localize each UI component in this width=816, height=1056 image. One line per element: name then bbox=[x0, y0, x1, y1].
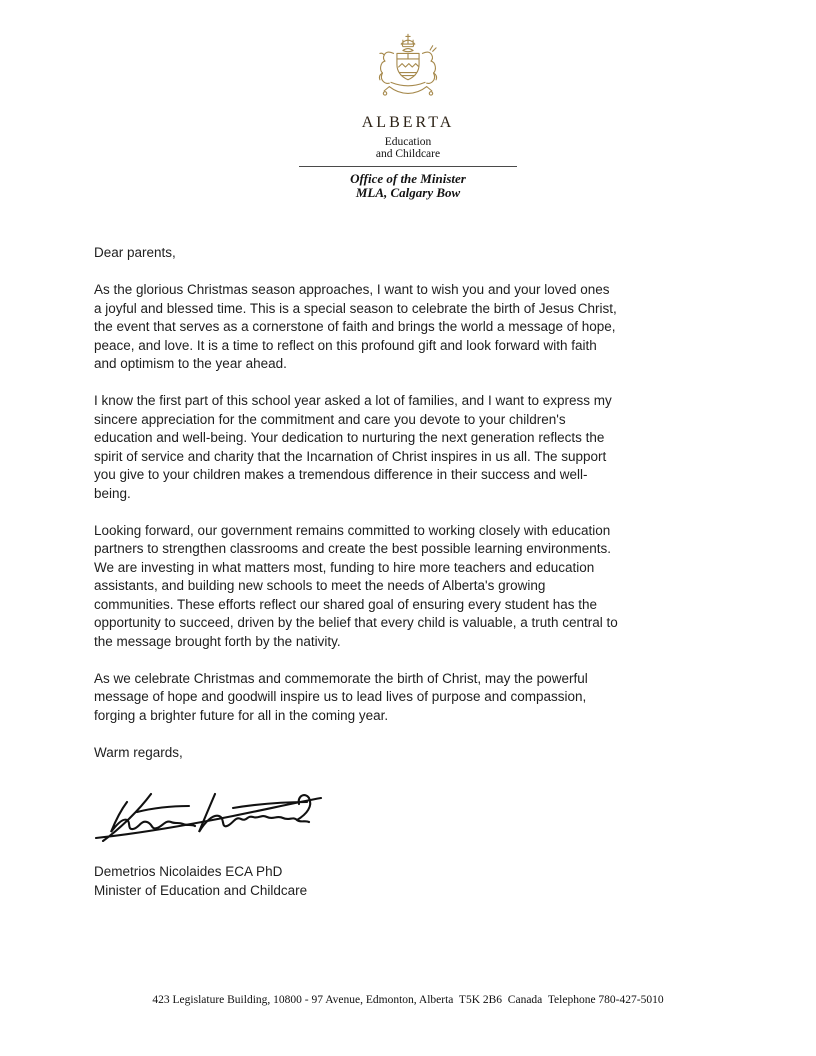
alberta-coat-of-arms-icon bbox=[358, 33, 458, 113]
paragraph-1: As the glorious Christmas season approaches, I want to wish you and your loved ones a joyful and blessed time. This is a special season to celebrate the birth of Jesus Christ, the event that serves as a cornerstone of faith and brings the world a message of hope, peace, and love. It is a time to reflect on this profound gift and look forward with faith and optimism to the year ahead. bbox=[94, 282, 617, 371]
ministry-name: Education and Childcare bbox=[375, 136, 441, 160]
paragraph-2: I know the first part of this school year asked a lot of families, and I want to express my sincere appreciation for the commitment and care you devote to your children's education and well-being. Your dedication to nurturing the next generation reflects the spirit of service and charity that the Incarnation of Christ inspires in us all. The support you give to your children makes a tremendous difference in their success and well- being. bbox=[94, 393, 612, 501]
office-of-minister: Office of the Minister MLA, Calgary Bow bbox=[350, 171, 466, 200]
salutation: Dear parents, bbox=[94, 245, 176, 260]
paragraph-3: Looking forward, our government remains committed to working closely with education partners to strengthen classrooms and create the best possible learning environments. We are investing in what matters most, funding to hire more teachers and education assistants, and building new schools to meet the needs of Alberta's growing communities. These efforts reflect our shared goal of ensuring every student has the opportunity to succeed, driven by the belief that every child is valuable, a truth central to the message brought forth by the nativity. bbox=[94, 522, 618, 649]
letterhead-divider bbox=[299, 166, 517, 167]
letter-body bbox=[94, 244, 726, 781]
brand-wordmark: ALBERTA bbox=[361, 114, 455, 131]
signer-block: Demetrios Nicolaides ECA PhD Minister of Education and Childcare bbox=[94, 864, 308, 898]
letterhead bbox=[0, 33, 816, 199]
paragraph-4: As we celebrate Christmas and commemorate the birth of Christ, may the powerful message of hope and goodwill inspire us to lead lives of purpose and compassion, forging a brighter future for all in the coming year. bbox=[94, 670, 588, 723]
closing: Warm regards, bbox=[94, 744, 183, 760]
footer-address: 423 Legislature Building, 10800 - 97 Avenue, Edmonton, Alberta T5K 2B6 Canada Telephone 780-427-5010 bbox=[152, 994, 664, 1006]
signature-image bbox=[92, 784, 324, 842]
